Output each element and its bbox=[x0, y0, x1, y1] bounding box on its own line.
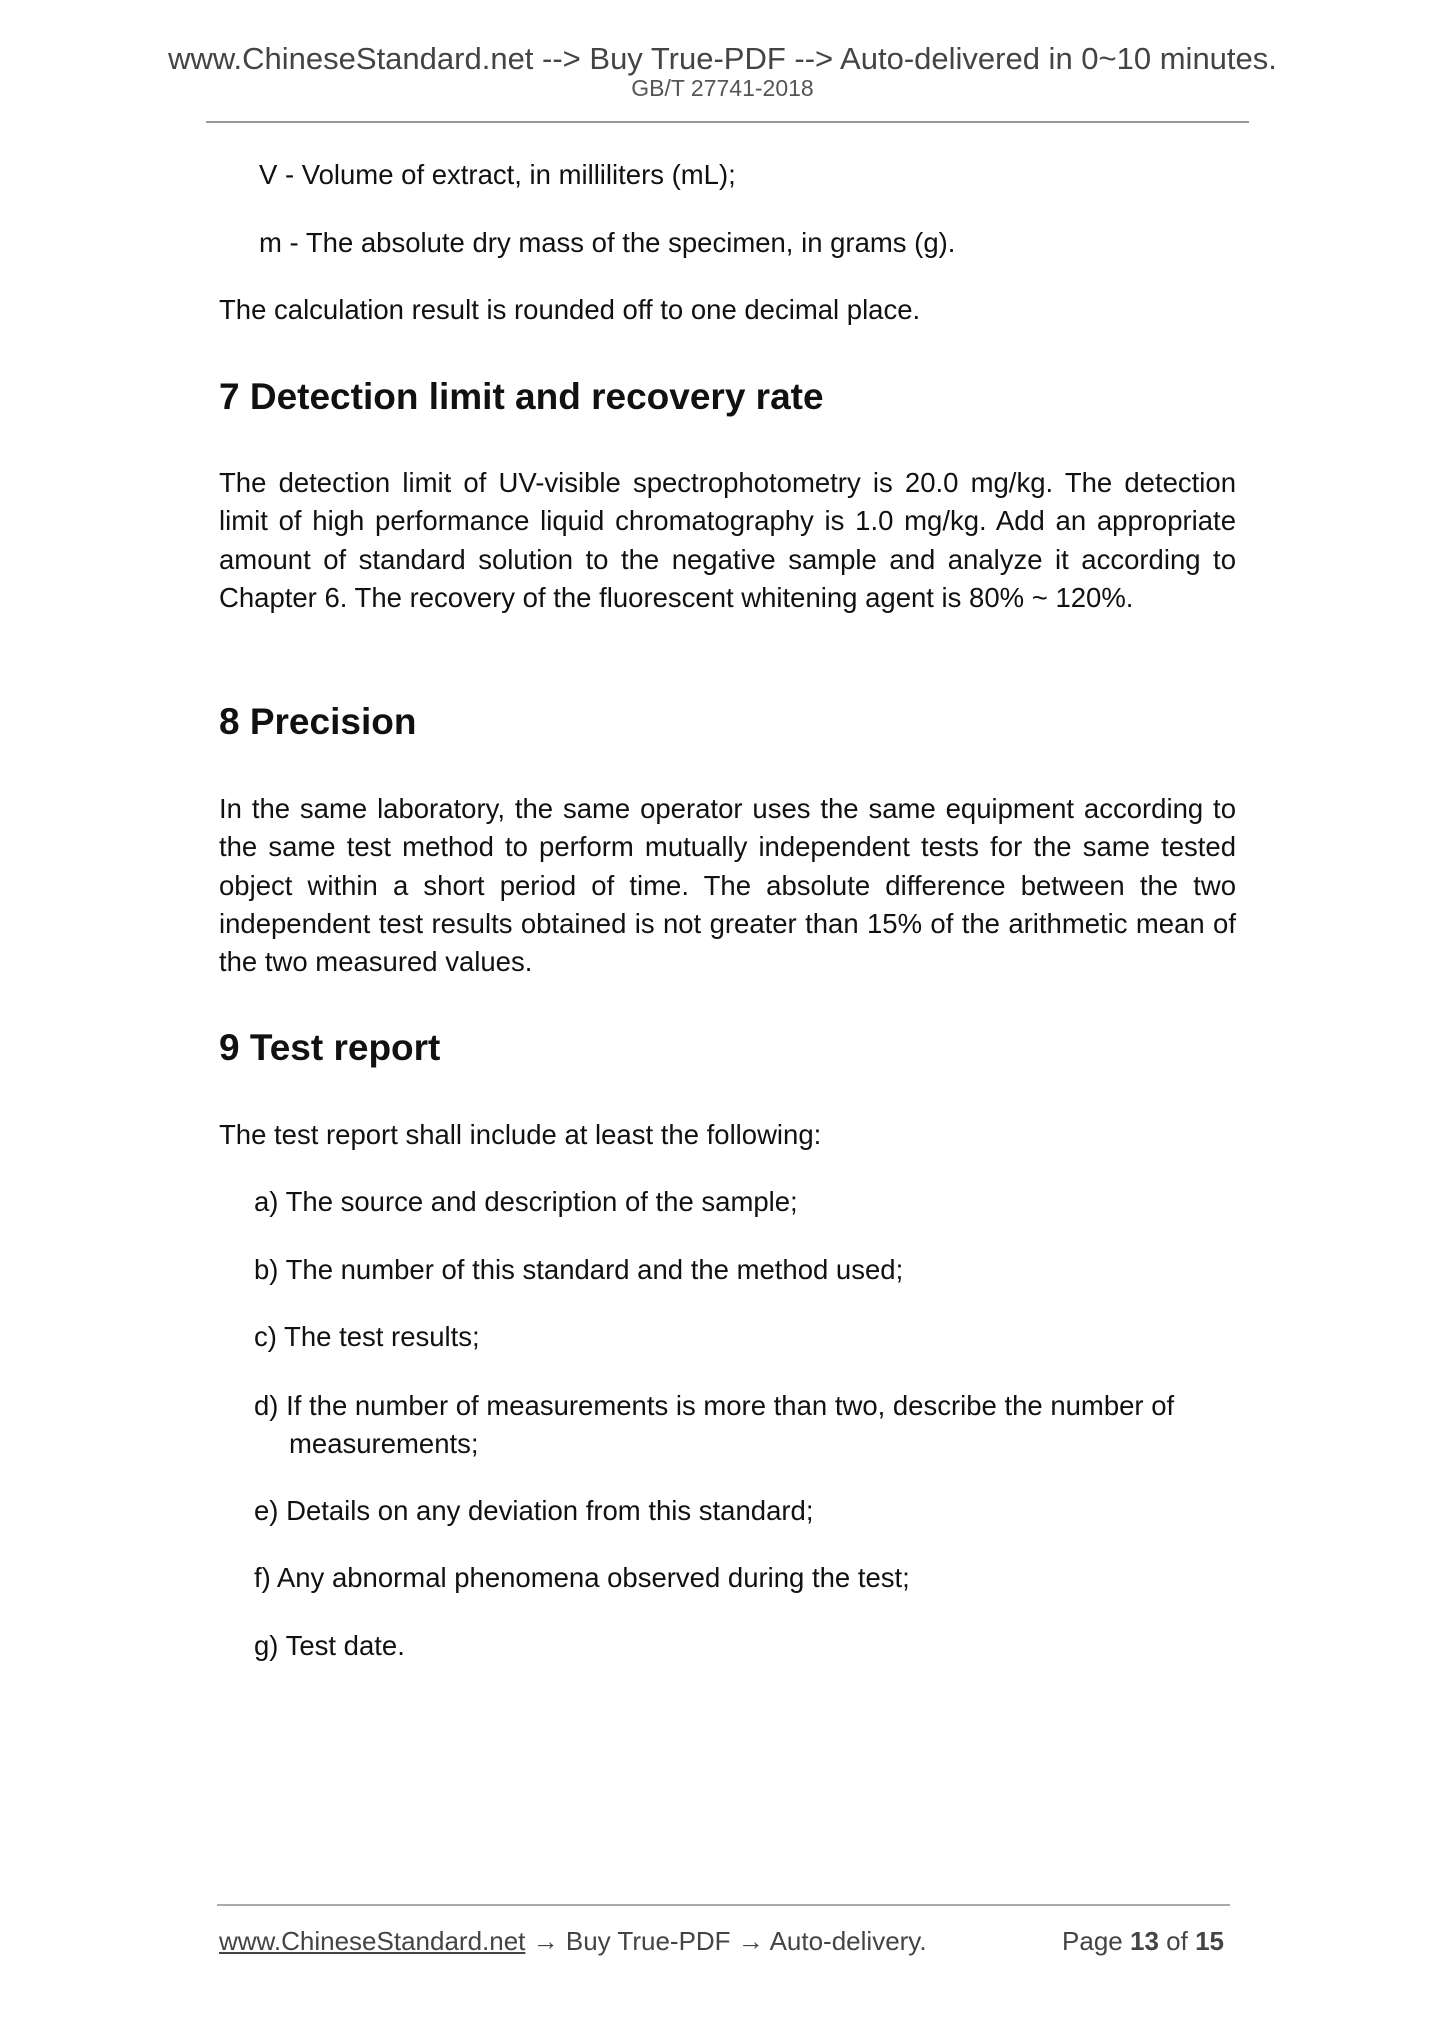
list-item: a) The source and description of the sample; bbox=[254, 1186, 798, 1217]
section-text-9: The test report shall include at least the following: bbox=[219, 1119, 822, 1150]
page-label: Page bbox=[1062, 1926, 1123, 1956]
of-label: of bbox=[1166, 1926, 1188, 1956]
list-item: d) If the number of measurements is more than two, describe the number of measurements; bbox=[254, 1390, 1175, 1460]
list-item: e) Details on any deviation from this standard; bbox=[254, 1495, 814, 1526]
header-divider bbox=[206, 121, 1249, 123]
list-item: g) Test date. bbox=[254, 1630, 405, 1661]
section-text-7: The detection limit of UV-visible spectrophotometry is 20.0 mg/kg. The detection limit of high performance liquid chromatography is 1.0 mg/kg. Add an appropriate amount of standard solution to the negative sample and analyze it according to Chapter 6. The recovery of the fluorescent whitening agent is 80% ~ 120%. bbox=[219, 467, 1236, 613]
page-total: 15 bbox=[1195, 1926, 1224, 1956]
variable-m: m - The absolute dry mass of the specimen, in grams (g). bbox=[259, 227, 956, 258]
footer-left bbox=[219, 1924, 927, 1958]
header-banner: www.ChineseStandard.net --> Buy True-PDF --> Auto-delivered in 0~10 minutes. bbox=[168, 41, 1277, 76]
rounding-note: The calculation result is rounded off to one decimal place. bbox=[219, 294, 921, 325]
page-current: 13 bbox=[1130, 1926, 1159, 1956]
section-text-8: In the same laboratory, the same operator uses the same equipment according to the same test method to perform mutually independent tests for the same tested object within a short period of time. The absolute difference between the two independent test results obtained is not greater than 15% of the arithmetic mean of the two measured values. bbox=[219, 793, 1236, 978]
list-item: c) The test results; bbox=[254, 1321, 480, 1352]
list-item: f) Any abnormal phenomena observed during the test; bbox=[254, 1562, 910, 1593]
section-heading-7: 7 Detection limit and recovery rate bbox=[219, 376, 824, 417]
footer-divider bbox=[217, 1904, 1230, 1906]
page-indicator bbox=[1062, 1924, 1224, 1958]
footer-tagline: → Buy True-PDF → Auto-delivery. bbox=[525, 1926, 927, 1956]
variable-v: V - Volume of extract, in milliliters (mL); bbox=[259, 159, 736, 190]
footer-link[interactable]: www.ChineseStandard.net bbox=[219, 1926, 526, 1956]
list-item: b) The number of this standard and the method used; bbox=[254, 1254, 904, 1285]
section-heading-8: 8 Precision bbox=[219, 701, 417, 742]
section-heading-9: 9 Test report bbox=[219, 1027, 441, 1068]
standard-number: GB/T 27741-2018 bbox=[631, 75, 814, 101]
